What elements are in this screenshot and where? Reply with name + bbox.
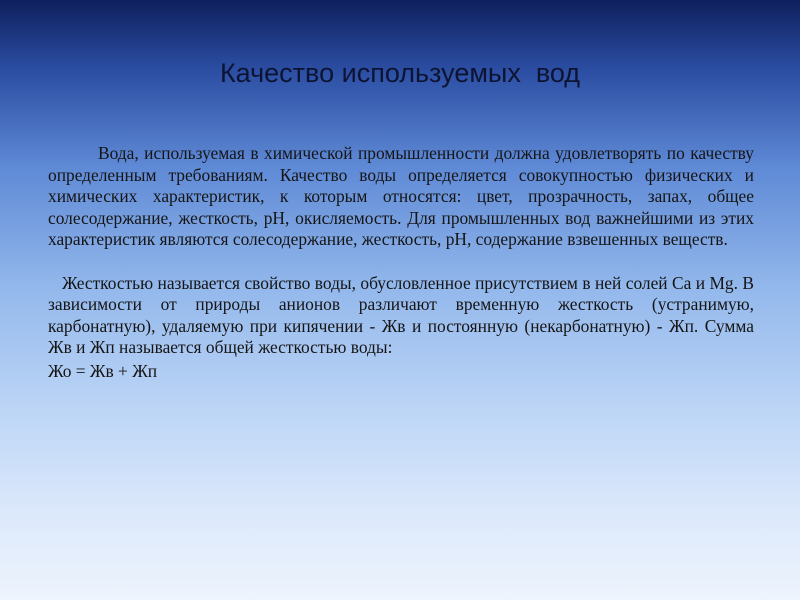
paragraph-water-quality: Вода, используемая в химической промышленности должна удовлетворять по качеству определенным требованиям. Качество воды определяется совокупностью физических и химических характеристик, к которым относятся: цвет, прозрачность, запах, общее солесодержание, жесткость, рН, окисляемость. Для промышленных вод важнейшими из этих характеристик являются солесодержание, жесткость, рН, содержание взвешенных веществ. bbox=[48, 143, 754, 249]
hardness-formula: Жо = Жв + Жп bbox=[48, 360, 158, 381]
slide-body bbox=[48, 143, 754, 382]
paragraph-hardness: Жесткостью называется свойство воды, обусловленное присутствием в ней солей Са и Мg. В зависимости от природы анионов различают временную жесткость (устранимую, карбонатную), удаляемую при кипячении - Жв и постоянную (некарбонатную) - Жп. Сумма Жв и Жп называется общей жесткостью воды: bbox=[48, 272, 754, 357]
slide-title: Качество используемых вод bbox=[219, 58, 581, 88]
